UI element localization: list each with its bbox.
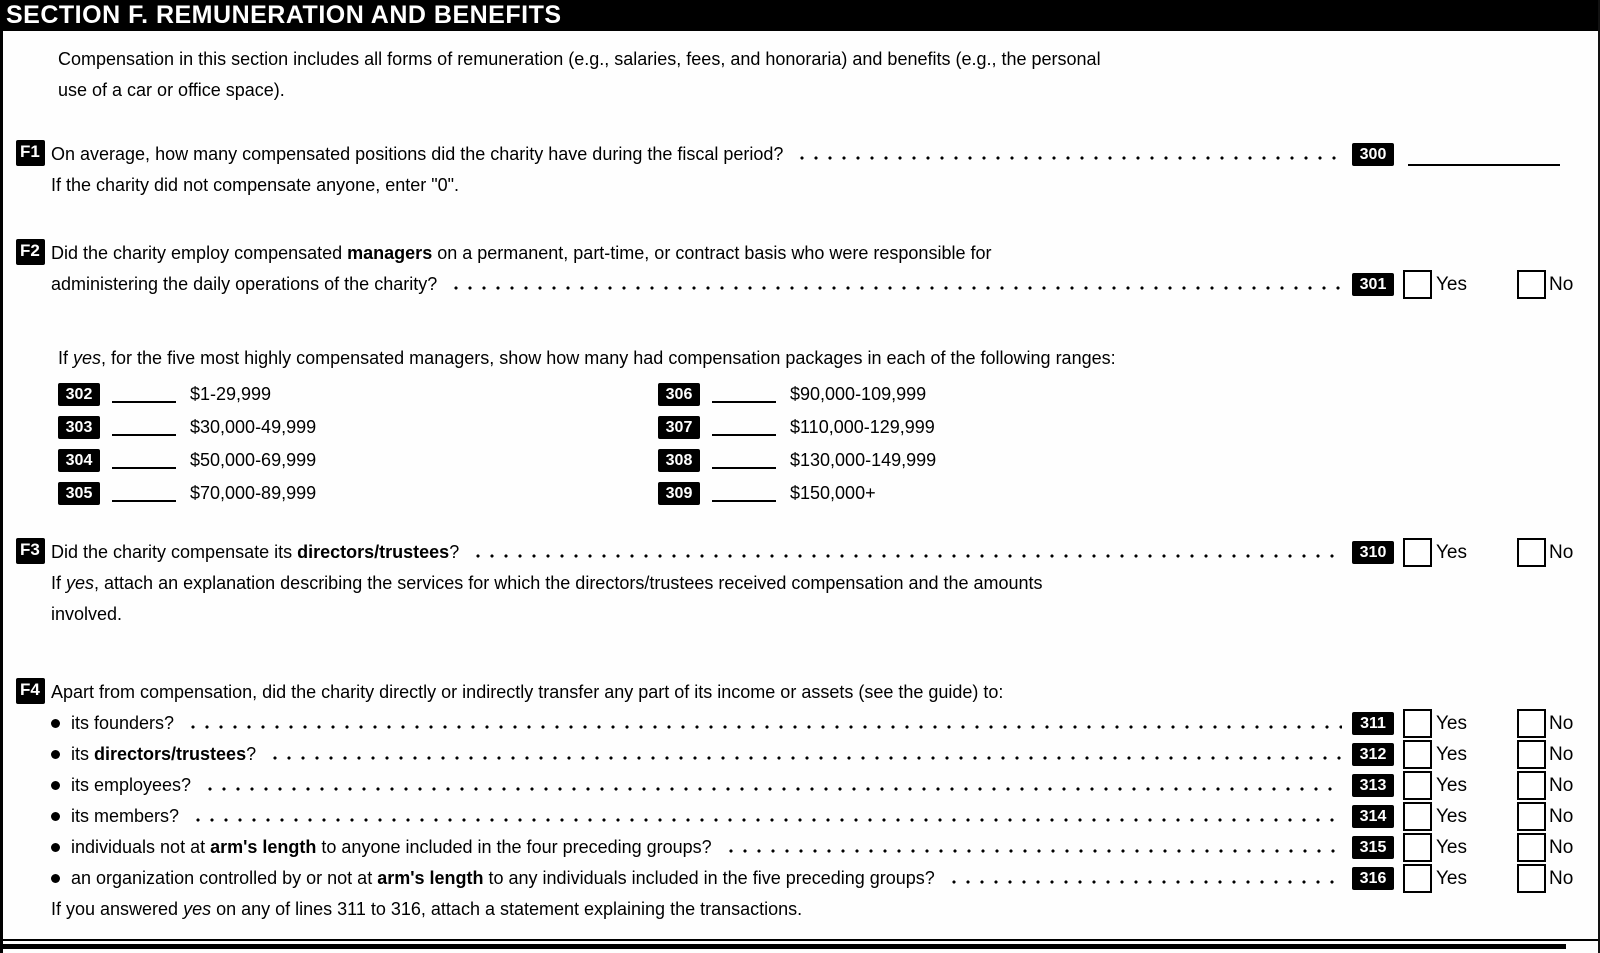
yes-label: Yes [1436, 542, 1467, 563]
f2-ranges-intro-row [3, 343, 1598, 374]
yes-label: Yes [1436, 868, 1467, 889]
item-badge-f1: F1 [16, 140, 45, 166]
bullet-icon [51, 812, 60, 821]
line-number-badge-301: 301 [1352, 273, 1394, 296]
range-row-309 [658, 477, 1258, 510]
no-label: No [1549, 713, 1574, 734]
dotted-leader [471, 546, 1342, 566]
f4-312-no-checkbox[interactable] [1517, 740, 1546, 769]
range-305-label: $70,000-89,999 [190, 483, 317, 503]
line-number-badge-314: 314 [1352, 805, 1394, 828]
f4-316-yes-checkbox[interactable] [1403, 864, 1432, 893]
range-302-count-field[interactable] [112, 387, 176, 403]
item-badge-f4: F4 [16, 678, 45, 704]
f4-item-314-text: its members? [71, 806, 180, 826]
f4-313-yes-checkbox[interactable] [1403, 771, 1432, 800]
range-row-307 [658, 411, 1258, 444]
f4-item-311-text: its founders? [71, 713, 175, 733]
range-row-308 [658, 444, 1258, 477]
question-f4 [3, 677, 1598, 925]
section-header [3, 0, 1598, 31]
line-number-badge-308: 308 [658, 449, 700, 472]
f4-314-yes-checkbox[interactable] [1403, 802, 1432, 831]
range-302-label: $1-29,999 [190, 384, 272, 404]
range-304-count-field[interactable] [112, 453, 176, 469]
no-label: No [1549, 542, 1574, 563]
range-306-count-field[interactable] [712, 387, 776, 403]
f1-question-text: On average, how many compensated positions did the charity have during the fiscal period? [51, 144, 784, 164]
yes-label: Yes [1436, 744, 1467, 765]
line-number-badge-305: 305 [58, 482, 100, 505]
bullet-icon [51, 719, 60, 728]
range-row-306 [658, 378, 1258, 411]
range-308-count-field[interactable] [712, 453, 776, 469]
question-f3 [3, 537, 1598, 630]
line-number-badge-310: 310 [1352, 541, 1394, 564]
bullet-icon [51, 750, 60, 759]
yes-label: Yes [1436, 274, 1467, 295]
range-309-label: $150,000+ [790, 483, 876, 503]
f3-note-line-1: If yes, attach an explanation describing the services for which the directors/trustees received compensation and the amounts [51, 573, 1043, 593]
f2-question-line-2: administering the daily operations of the charity? [51, 274, 438, 294]
range-304-label: $50,000-69,999 [190, 450, 317, 470]
f4-note: If you answered yes on any of lines 311 to 316, attach a statement explaining the transactions. [51, 899, 803, 919]
ranges-right-column [658, 378, 1258, 510]
range-row-305 [58, 477, 658, 510]
question-f1 [3, 139, 1598, 201]
range-305-count-field[interactable] [112, 486, 176, 502]
range-row-302 [58, 378, 658, 411]
no-label: No [1549, 868, 1574, 889]
dotted-leader [268, 748, 1342, 768]
dotted-leader [795, 148, 1342, 168]
line-number-badge-309: 309 [658, 482, 700, 505]
f4-item-314 [51, 801, 1584, 832]
line-number-badge-313: 313 [1352, 774, 1394, 797]
f2-question-line-1: Did the charity employ compensated managers on a permanent, part-time, or contract basis who were responsible for [51, 243, 992, 263]
dotted-leader [724, 841, 1342, 861]
f4-312-yes-checkbox[interactable] [1403, 740, 1432, 769]
section-bottom-rule [3, 939, 1598, 949]
f4-311-yes-checkbox[interactable] [1403, 709, 1432, 738]
f2-yes-checkbox[interactable] [1403, 270, 1432, 299]
range-303-count-field[interactable] [112, 420, 176, 436]
yes-label: Yes [1436, 775, 1467, 796]
yes-label: Yes [1436, 713, 1467, 734]
f1-answer-field[interactable] [1408, 144, 1560, 166]
f4-314-no-checkbox[interactable] [1517, 802, 1546, 831]
dotted-leader [449, 278, 1342, 298]
f2-compensation-ranges [3, 378, 1598, 510]
f4-311-no-checkbox[interactable] [1517, 709, 1546, 738]
dotted-leader [947, 872, 1342, 892]
line-number-badge-312: 312 [1352, 743, 1394, 766]
dotted-leader [191, 810, 1342, 830]
ranges-left-column [58, 378, 658, 510]
line-number-badge-306: 306 [658, 383, 700, 406]
range-row-303 [58, 411, 658, 444]
intro-line-2: use of a car or office space). [58, 80, 285, 100]
f4-item-316-text: an organization controlled by or not at arm's length to any individuals included in the five preceding groups? [71, 868, 935, 888]
no-label: No [1549, 837, 1574, 858]
dotted-leader [186, 717, 1342, 737]
line-number-badge-307: 307 [658, 416, 700, 439]
f1-note: If the charity did not compensate anyone, enter "0". [51, 175, 460, 195]
bullet-icon [51, 874, 60, 883]
line-number-badge-304: 304 [58, 449, 100, 472]
bullet-icon [51, 781, 60, 790]
f4-item-313-text: its employees? [71, 775, 192, 795]
range-307-count-field[interactable] [712, 420, 776, 436]
f4-item-313 [51, 770, 1584, 801]
f2-no-checkbox[interactable] [1517, 270, 1546, 299]
line-number-badge-311: 311 [1352, 712, 1394, 735]
range-309-count-field[interactable] [712, 486, 776, 502]
f4-item-311 [51, 708, 1584, 739]
range-306-label: $90,000-109,999 [790, 384, 927, 404]
line-number-badge-303: 303 [58, 416, 100, 439]
no-label: No [1549, 775, 1574, 796]
item-badge-f2: F2 [16, 239, 45, 265]
range-row-304 [58, 444, 658, 477]
f4-item-315 [51, 832, 1584, 863]
f4-316-no-checkbox[interactable] [1517, 864, 1546, 893]
question-f2 [3, 238, 1598, 300]
no-label: No [1549, 806, 1574, 827]
line-number-badge-315: 315 [1352, 836, 1394, 859]
f4-313-no-checkbox[interactable] [1517, 771, 1546, 800]
no-label: No [1549, 274, 1574, 295]
f3-note-line-2: involved. [51, 604, 123, 624]
item-badge-f3: F3 [16, 538, 45, 564]
yes-label: Yes [1436, 806, 1467, 827]
yes-label: Yes [1436, 837, 1467, 858]
dotted-leader [203, 779, 1342, 799]
range-303-label: $30,000-49,999 [190, 417, 317, 437]
intro-line-1: Compensation in this section includes all forms of remuneration (e.g., salaries, fees, and honoraria) and benefits (e.g., the personal [58, 49, 1101, 69]
range-308-label: $130,000-149,999 [790, 450, 937, 470]
range-307-label: $110,000-129,999 [790, 417, 935, 437]
f3-no-checkbox[interactable] [1517, 538, 1546, 567]
f4-intro: Apart from compensation, did the charity directly or indirectly transfer any part of its income or assets (see the guide) to: [51, 682, 1004, 702]
bullet-icon [51, 843, 60, 852]
section-title: SECTION F. REMUNERATION AND BENEFITS [6, 1, 562, 29]
f4-item-315-text: individuals not at arm's length to anyone included in the four preceding groups? [71, 837, 712, 857]
f2-ranges-intro: If yes, for the five most highly compensated managers, show how many had compensation packages in each of the following ranges: [58, 348, 1116, 368]
line-number-badge-316: 316 [1352, 867, 1394, 890]
f4-item-312 [51, 739, 1584, 770]
f4-item-316 [51, 863, 1584, 894]
f3-yes-checkbox[interactable] [1403, 538, 1432, 567]
f4-315-yes-checkbox[interactable] [1403, 833, 1432, 862]
f3-question-text: Did the charity compensate its directors/trustees? [51, 542, 460, 562]
f4-315-no-checkbox[interactable] [1517, 833, 1546, 862]
no-label: No [1549, 744, 1574, 765]
f4-item-312-text: its directors/trustees? [71, 744, 257, 764]
line-number-badge-302: 302 [58, 383, 100, 406]
line-number-badge-300: 300 [1352, 143, 1394, 166]
section-intro [58, 44, 1598, 106]
